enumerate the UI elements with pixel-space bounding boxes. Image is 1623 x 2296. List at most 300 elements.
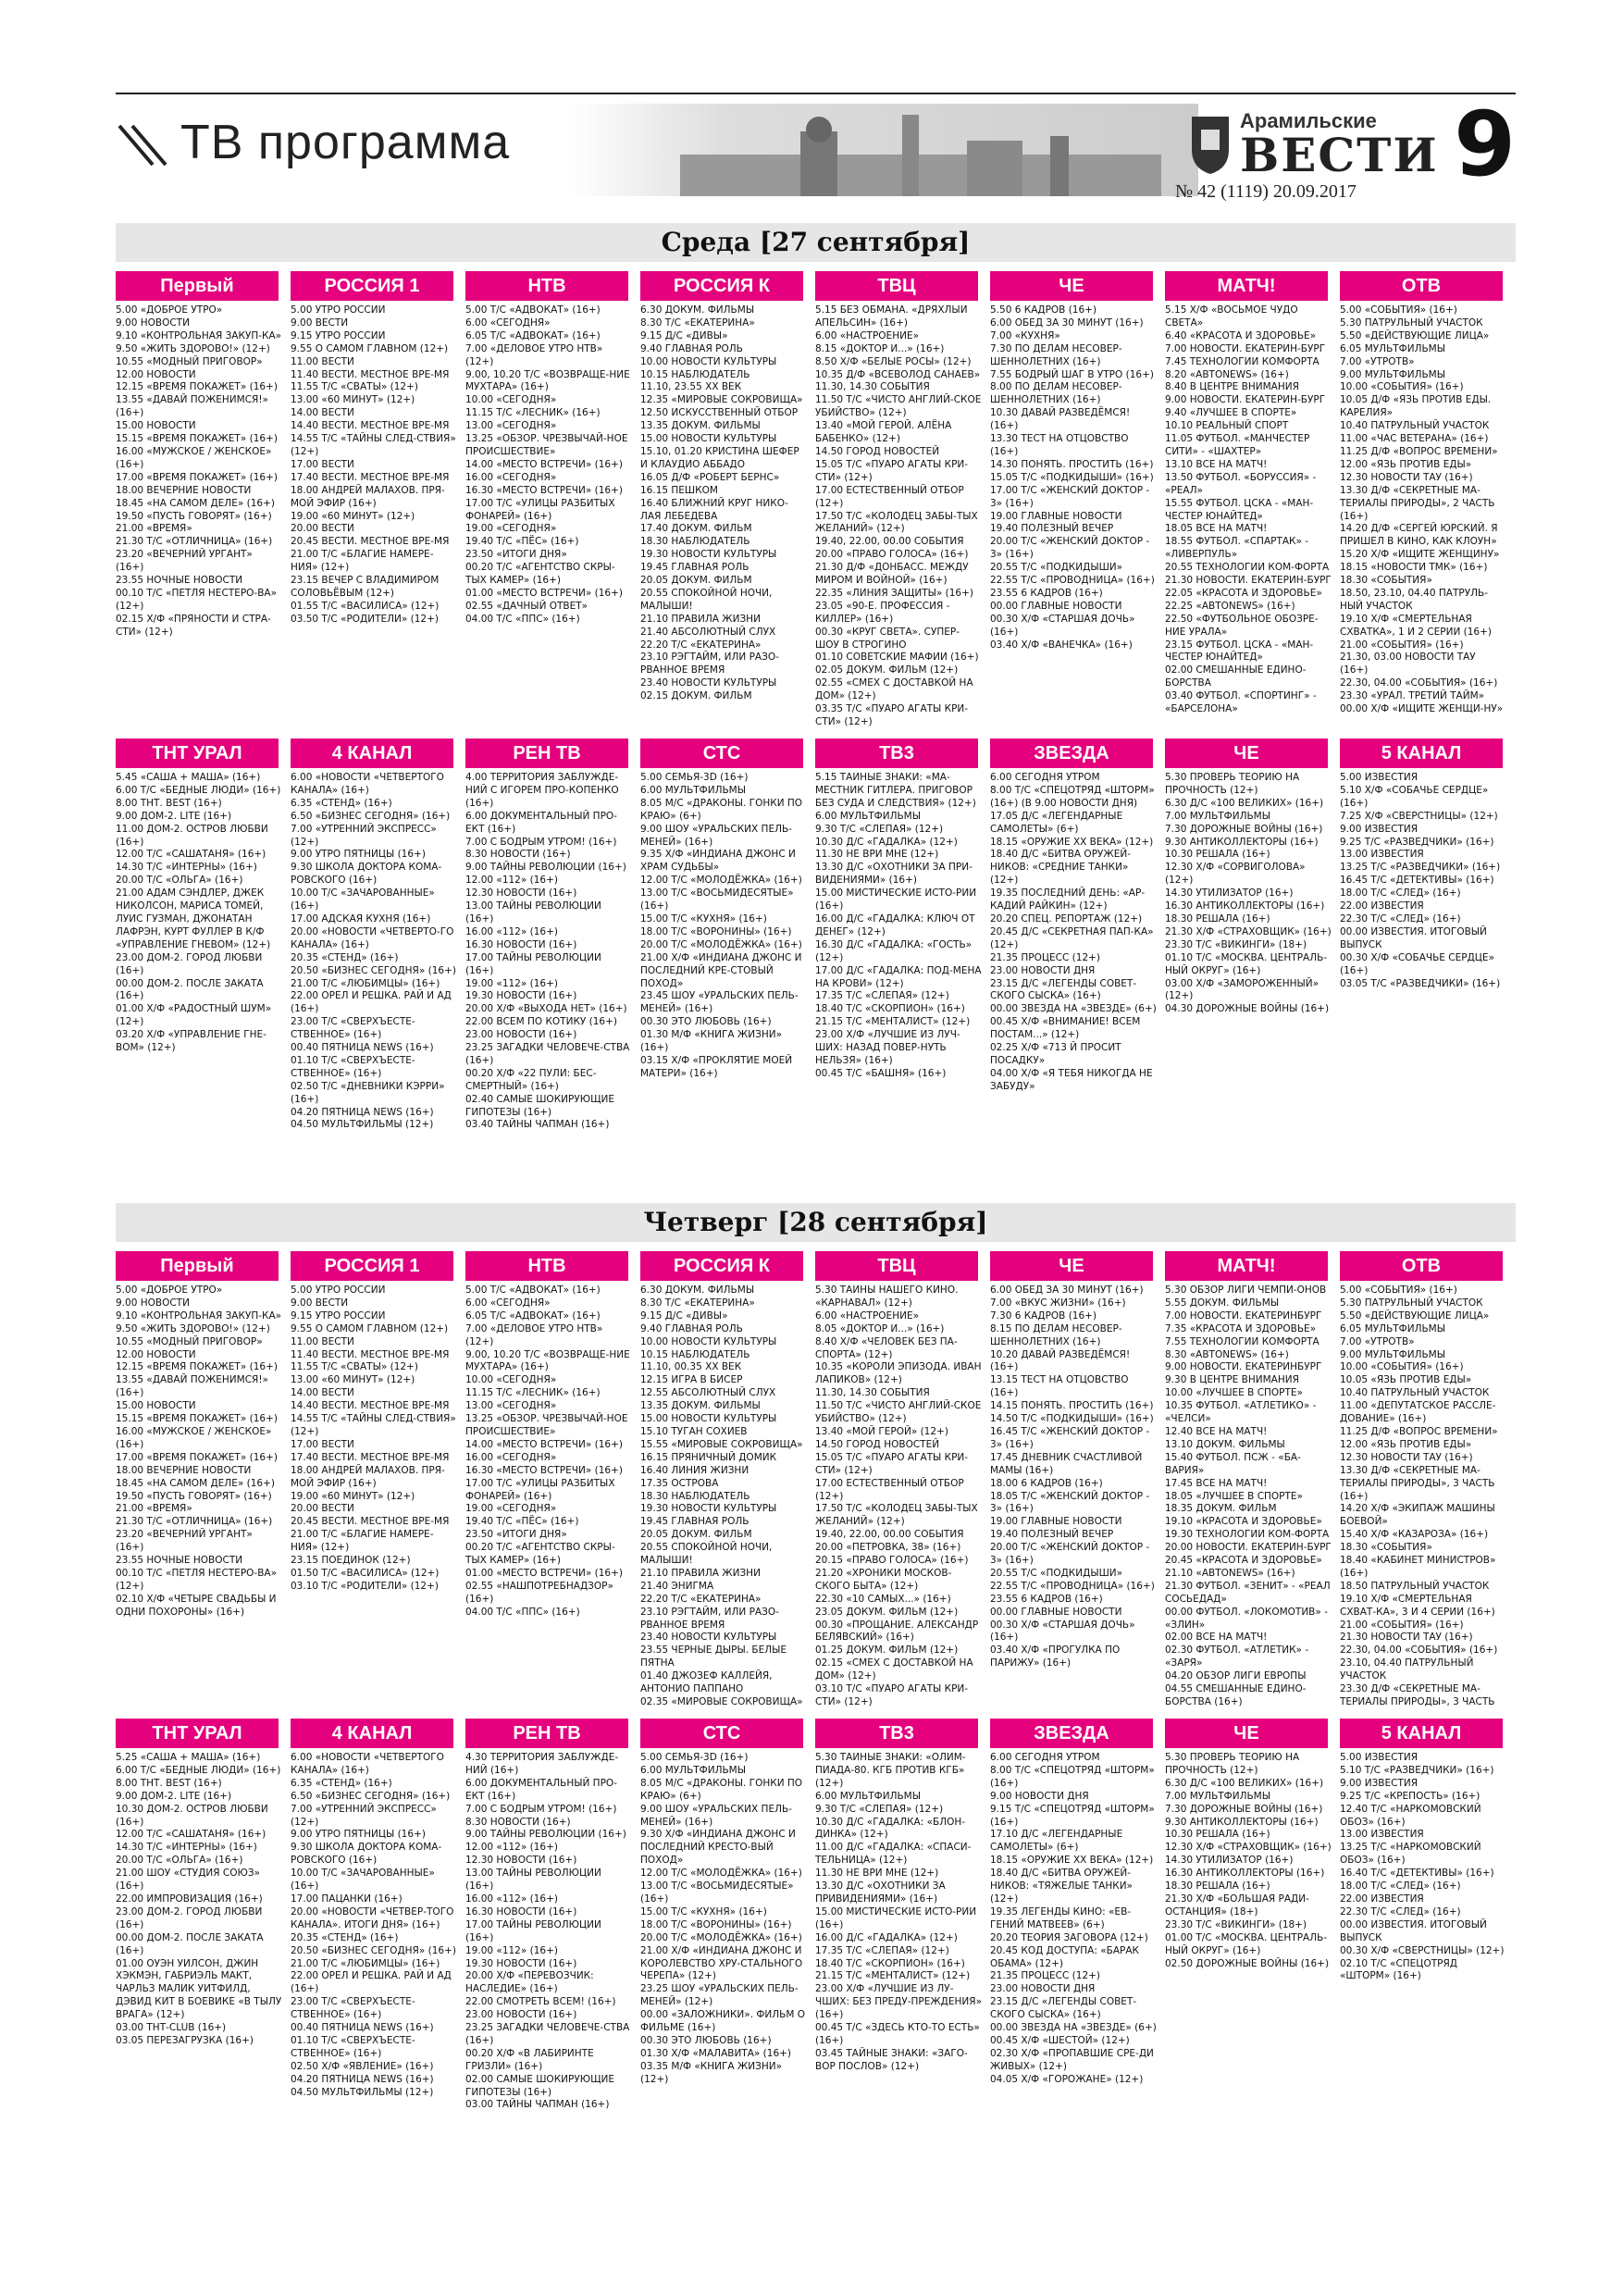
program-item: 16.00 Д/С «ГАДАЛКА: КЛЮЧ ОТ ДЕНЕГ» (12+) [815,912,975,937]
program-item: 18.40 Т/С «СКОРПИОН» (16+) [815,1003,965,1015]
program-item: 22.30 Т/С «СЛЕД» (16+) [1340,912,1461,925]
program-item: 21.00 Т/С «БЛАГИЕ НАМЕРЕ-НИЯ» (12+) [291,549,434,574]
program-item: 17.00 ТАЙНЫ РЕВОЛЮЦИИ (16+) [465,951,601,976]
program-list [815,304,982,728]
program-item: 11.00 «ЧАС ВЕТЕРАНА» (16+) [1340,433,1489,445]
program-list [291,1285,457,1594]
program-item: 21.00 «ВРЕМЯ» [116,523,192,535]
program-item: 17.00 АДСКАЯ КУХНЯ (16+) [291,912,431,925]
channel-logo [465,1251,628,1281]
program-item: 12.00 Т/С «МОЛОДЁЖКА» (16+) [640,875,802,887]
program-item: 01.55 Т/С «ВАСИЛИСА» (12+) [291,600,440,612]
program-item: 16.00 Д/С «ГАДАЛКА» (12+) [815,1931,958,1943]
program-item: 00.00 ГЛАВНЫЕ НОВОСТИ [990,600,1122,612]
program-item: 10.00 «СОБЫТИЯ» (16+) [1340,381,1464,393]
program-item: 5.45 «САША + МАША» (16+) [116,772,261,783]
program-item: 23.10 РЭГТАЙМ, ИЛИ РАЗО-РВАННОЕ ВРЕМЯ [640,652,779,676]
channel-column [1165,1251,1332,1708]
program-item: 8.40 В ЦЕНТРЕ ВНИМАНИЯ [1165,381,1299,393]
program-item: 10.30 Д/С «ГАДАЛКА: «БЛОН-ДИНКА» (12+) [815,1816,966,1841]
program-item: 14.20 Д/Ф «СЕРГЕЙ ЮРСКИЙ. Я ПРИШЕЛ В КИНО, КАК КЛОУН» [1340,523,1498,548]
channel-logo [990,1719,1153,1748]
channel-column [465,738,632,1132]
program-item: 11.10, 23.55 XX ВЕК [640,381,742,393]
program-item: 17.00 ТАЙНЫ РЕВОЛЮЦИИ (16+) [465,1918,601,1943]
program-item: 19.00 «112» (16+) [465,1944,558,1956]
program-item: 12.00 «112» (16+) [465,875,558,887]
program-item: 19.40 Т/С «ПЁС» (16+) [465,536,579,548]
program-item: 18.00 АНДРЕЙ МАЛАХОВ. ПРЯ-МОЙ ЭФИР (16+) [291,484,445,509]
channel-column [640,1251,807,1708]
channel-column [990,738,1157,1094]
program-item: 00.20 Х/Ф «22 ПУЛИ: БЕС-СМЕРТНЫЙ» (16+) [465,1067,597,1092]
channel-logo [465,738,628,768]
program-item: 8.40 Х/Ф «ЧЕЛОВЕК БЕЗ ПА-СПОРТА» (12+) [815,1335,958,1360]
program-item: 04.30 ДОРОЖНЫЕ ВОЙНЫ (16+) [1165,1003,1330,1015]
program-list [640,1285,807,1708]
program-item: 16.15 ПРЯНИЧНЫЙ ДОМИК [640,1451,777,1463]
program-item: 5.00 ИЗВЕСТИЯ [1340,772,1419,783]
program-item: 21.00 Т/С «ЛЮБИМЦЫ» (16+) [291,977,440,989]
brand-title: ВЕСТИ [1240,128,1439,182]
channel-logo [640,1251,803,1281]
program-item: 21.30 Д/Ф «ДОНБАСС. МЕЖДУ МИРОМ И ВОЙНОЙ» (16+) [815,562,969,587]
program-item: 20.45 «КРАСОТА И ЗДОРОВЬЕ» [1165,1555,1322,1567]
program-item: 7.55 БОДРЫЙ ШАГ В УТРО (16+) [990,368,1154,380]
program-item: 20.15 «ПРАВО ГОЛОСА» (16+) [815,1555,969,1567]
program-item: 21.00 «СОБЫТИЯ» (16+) [1340,639,1464,651]
program-item: 9.00 УТРО ПЯТНИЦЫ (16+) [291,1829,426,1841]
program-item: 13.25 Т/С «НАРКОМОВСКИЙ ОБОЗ» (16+) [1340,1842,1481,1867]
program-list [1165,1285,1332,1708]
program-item: 9.00 ШОУ «УРАЛЬСКИХ ПЕЛЬ-МЕНЕЙ» (16+) [640,1803,792,1828]
program-item: 17.10 Д/С «ЛЕГЕНДАРНЫЕ САМОЛЕТЫ» (6+) [990,1829,1123,1854]
channel-name: ТВЦ [877,276,916,296]
program-item: 5.30 ПАТРУЛЬНЫЙ УЧАСТОК [1340,316,1483,329]
channel-logo [291,1251,453,1281]
program-item: 19.30 НОВОСТИ (16+) [465,990,577,1002]
program-item: 7.00 С БОДРЫМ УТРОМ! (16+) [465,1803,617,1815]
program-item: 5.30 ПРОВЕРЬ ТЕОРИЮ НА ПРОЧНОСТЬ (12+) [1165,772,1300,796]
day-title-thursday: Четверг [28 сентября] [116,1203,1516,1242]
program-item: 9.25 Т/С «РАЗВЕДЧИКИ» (16+) [1340,836,1494,848]
program-item: 15.15 «ВРЕМЯ ПОКАЖЕТ» (16+) [116,433,278,445]
program-item: 7.00 МУЛЬТФИЛЬМЫ [1165,810,1271,822]
channel-column [1165,1719,1332,1970]
program-item: 20.20 СПЕЦ. РЕПОРТАЖ (12+) [990,912,1143,925]
channel-logo [291,1719,453,1748]
channel-logo [815,1251,978,1281]
program-item: 11.25 Д/Ф «ВОПРОС ВРЕМЕНИ» [1340,445,1498,457]
city-emblem-icon [1188,111,1233,176]
channel-name: Первый [160,276,234,296]
program-item: 14.50 Т/С «ПОДКИДЫШИ» (16+) [990,1413,1154,1425]
program-item: 00.30 Х/Ф «СОБАЧЬЕ СЕРДЦЕ» (16+) [1340,951,1494,976]
program-item: 8.00 Т/С «СПЕЦОТРЯД «ШТОРМ» (16+) (В 9.00 НОВОСТИ ДНЯ) [990,784,1155,809]
program-item: 01.30 Х/Ф «МАЛАВИТА» (16+) [640,2047,792,2059]
program-item: 23.00 Х/Ф «ЛУЧШИЕ ИЗ ЛУЧ-ШИХ: НАЗАД ПОВЕР-НУТЬ НЕЛЬЗЯ» (16+) [815,1029,960,1066]
program-item: 23.15 ФУТБОЛ. ЦСКА - «МАН-ЧЕСТЕР ЮНАЙТЕД» [1165,639,1314,664]
program-list [1165,772,1332,1016]
program-item: 5.50 «ДЕЙСТВУЮЩИЕ ЛИЦА» [1340,1309,1490,1322]
program-item: 16.45 Т/С «ЖЕНСКИЙ ДОКТОР - 3» (16+) [990,1425,1150,1450]
day-title-wednesday: Среда [27 сентября] [116,223,1516,262]
channel-column [990,1251,1157,1670]
program-item: 9.00 НОВОСТИ [116,1297,190,1309]
channel-name: РОССИЯ 1 [324,276,420,296]
program-item: 9.00, 10.20 Т/С «ВОЗВРАЩЕ-НИЕ МУХТАРА» (16+) [465,368,630,393]
program-item: 23.55 ЧЕРНЫЕ ДЫРЫ. БЕЛЫЕ ПЯТНА [640,1644,787,1669]
program-item: 10.30 ДОМ-2. ОСТРОВ ЛЮБВИ (16+) [116,1803,268,1828]
program-item: 12.55 АБСОЛЮТНЫЙ СЛУХ [640,1387,776,1399]
channel-name: ЧЕ [1059,276,1084,296]
program-item: 20.00 Т/С «ОЛЬГА» (16+) [116,875,243,887]
program-item: 7.00 «ДЕЛОВОЕ УТРО НТВ» (12+) [465,342,603,367]
program-item: 10.00 «СОБЫТИЯ» (16+) [1340,1361,1464,1373]
program-item: 8.00 ТНТ. BEST (16+) [116,1777,222,1789]
program-item: 7.00 НОВОСТИ. ЕКАТЕРИН-БУРГ [1165,342,1326,354]
program-item: 03.00 ТАЙНЫ ЧАПМАН (16+) [465,2099,610,2111]
program-item: 00.40 ПЯТНИЦА NEWS (16+) [291,1042,434,1054]
channel-logo [1340,271,1503,301]
program-item: 13.00 «СЕГОДНЯ» [465,420,557,432]
channel-column [815,738,982,1081]
program-item: 00.10 Т/С «ПЕТЛЯ НЕСТЕРО-ВА» (12+) [116,1567,278,1592]
program-item: 18.30 «СОБЫТИЯ» [1340,1542,1432,1554]
program-item: 8.50 Х/Ф «БЕЛЫЕ РОСЫ» (12+) [815,355,972,367]
program-item: 20.05 ДОКУМ. ФИЛЬМ [640,575,752,587]
program-item: 23.00 Х/Ф «ЛУЧШИЕ ИЗ ЛУ-ЧШИХ: БЕЗ ПРЕДУ-ПРЕЖДЕНИЯ» (16+) [815,1983,982,2021]
program-item: 19.00 «СЕГОДНЯ» [465,523,557,535]
program-item: 04.20 ОБЗОР ЛИГИ ЕВРОПЫ [1165,1670,1307,1682]
program-item: 00.30 ЭТО ЛЮБОВЬ (16+) [640,2034,772,2046]
program-item: 4.30 ТЕРРИТОРИЯ ЗАБЛУЖДЕ-НИЙ (16+) [465,1752,619,1776]
program-list [116,304,282,639]
program-item: 23.55 НОЧНЫЕ НОВОСТИ [116,1555,243,1567]
program-item: 23.20 «ВЕЧЕРНИЙ УРГАНТ» (16+) [116,549,253,574]
channel-column [1165,271,1332,716]
program-item: 9.15 УТРО РОССИИ [291,329,386,341]
program-item: 02.05 ДОКУМ. ФИЛЬМ (12+) [815,664,959,676]
program-item: 17.05 Д/С «ЛЕГЕНДАРНЫЕ САМОЛЕТЫ» (6+) [990,810,1123,835]
program-item: 15.10 ТУГАН СОХИЕВ [640,1425,748,1437]
channel-name: ОТВ [1401,1256,1442,1276]
program-item: 15.40 ФУТБОЛ. ПСЖ - «БА-ВАРИЯ» [1165,1451,1301,1476]
program-item: 18.05 Т/С «ЖЕНСКИЙ ДОКТОР - 3» (16+) [990,1490,1150,1515]
channel-name: РЕН ТВ [513,1723,581,1744]
program-item: 9.55 О САМОМ ГЛАВНОМ (12+) [291,1322,449,1334]
program-item: 19.00 «СЕГОДНЯ» [465,1503,557,1515]
channel-column [990,271,1157,652]
program-item: 13.00 «60 МИНУТ» (12+) [291,1374,415,1386]
program-item: 12.00 НОВОСТИ [116,1348,196,1360]
program-item: 10.00 Т/С «ЗАЧАРОВАННЫЕ» (16+) [291,1868,435,1893]
program-item: 9.00 ИЗВЕСТИЯ [1340,1777,1419,1789]
program-item: 10.40 ПАТРУЛЬНЫЙ УЧАСТОК [1340,1387,1490,1399]
program-item: 22.00 СМОТРЕТЬ ВСЕМ! (16+) [465,1996,616,2008]
program-item: 10.10 РЕАЛЬНЫЙ СПОРТ [1165,420,1289,432]
program-item: 20.55 Т/С «ПОДКИДЫШИ» [990,562,1123,574]
program-item: 23.50 «ИТОГИ ДНЯ» [465,549,567,561]
program-item: 18.00 АНДРЕЙ МАЛАХОВ. ПРЯ-МОЙ ЭФИР (16+) [291,1464,445,1489]
program-item: 17.45 ВСЕ НА МАТЧ! [1165,1477,1268,1489]
program-item: 01.50 Т/С «ВАСИЛИСА» (12+) [291,1567,440,1579]
program-item: 00.45 Х/Ф «ШЕСТОЙ» (12+) [990,2034,1130,2046]
program-item: 13.00 ТАЙНЫ РЕВОЛЮЦИИ (16+) [465,900,601,925]
channel-logo [1165,738,1328,768]
program-item: 20.45 ВЕСТИ. МЕСТНОЕ ВРЕ-МЯ [291,536,450,548]
channel-name: РОССИЯ К [673,1256,771,1276]
program-item: 21.20 «ХРОНИКИ МОСКОВ-СКОГО БЫТА» (12+) [815,1567,952,1592]
program-item: 11.00 ДОМ-2. ОСТРОВ ЛЮБВИ (16+) [116,823,268,848]
program-item: 17.40 ВЕСТИ. МЕСТНОЕ ВРЕ-МЯ [291,471,450,483]
program-item: 21.10 «АВТОNEWS» (16+) [1165,1567,1295,1579]
program-item: 18.30 РЕШАЛА (16+) [1165,1880,1270,1893]
program-item: 02.15 «СМЕХ С ДОСТАВКОЙ НА ДОМ» (12+) [815,1657,973,1682]
program-item: 5.00 УТРО РОССИИ [291,1285,386,1296]
program-item: 10.05 «ЯЗЬ ПРОТИВ ЕДЫ» [1340,1374,1472,1386]
channel-logo [291,738,453,768]
program-item: 11.55 Т/С «СВАТЫ» (12+) [291,381,418,393]
program-item: 21.10 ПРАВИЛА ЖИЗНИ [640,613,761,625]
program-item: 19.10 «КРАСОТА И ЗДОРОВЬЕ» [1165,1516,1322,1528]
channel-column [1340,1251,1506,1708]
program-item: 5.25 «САША + МАША» (16+) [116,1752,261,1763]
program-item: 8.30 Т/С «ЕКАТЕРИНА» [640,1297,755,1309]
program-item: 01.00 Т/С «МОСКВА. ЦЕНТРАЛЬ-НЫЙ ОКРУГ» (16+) [1165,1931,1328,1956]
program-item: 20.00 «НОВОСТИ «ЧЕТВЕР-ТОГО КАНАЛА». ИТОГИ ДНЯ» (16+) [291,1905,454,1930]
channel-name: 4 КАНАЛ [331,1723,413,1744]
channel-logo [116,1719,279,1748]
program-item: 14.15 ПОНЯТЬ. ПРОСТИТЬ (16+) [990,1400,1154,1412]
program-item: 19.30 НОВОСТИ КУЛЬТУРЫ [640,549,777,561]
program-item: 8.20 «АВТОNEWS» (16+) [1165,368,1289,380]
program-item: 23.30 Т/С «ВИКИНГИ» (18+) [1165,938,1307,950]
program-item: 19.00 ГЛАВНЫЕ НОВОСТИ [990,1516,1122,1528]
channel-column [116,271,282,639]
program-item: 6.05 МУЛЬТФИЛЬМЫ [1340,1322,1446,1334]
program-item: 21.30 Х/Ф «СТРАХОВЩИК» (16+) [1165,925,1332,937]
channel-column [815,271,982,728]
program-item: 20.00 Т/С «МОЛОДЁЖКА» (16+) [640,1931,802,1943]
program-item: 00.00 ЗВЕЗДА НА «ЗВЕЗДЕ» (6+) [990,2022,1157,2034]
program-item: 23.25 ШОУ «УРАЛЬСКИХ ПЕЛЬ-МЕНЕЙ» (12+) [640,1983,799,2008]
page-number: 9 [1454,93,1516,196]
program-item: 10.00 «СЕГОДНЯ» [465,1374,557,1386]
program-item: 15.10, 01.20 КРИСТИНА ШЕФЕР И КЛАУДИО АББАДО [640,445,799,470]
program-item: 13.40 «МОЙ ГЕРОЙ» (12+) [815,1425,948,1437]
program-item: 11.25 Д/Ф «ВОПРОС ВРЕМЕНИ» [1340,1425,1498,1437]
program-item: 10.20 ДАВАЙ РАЗВЕДЁМСЯ! (16+) [990,1348,1131,1373]
channel-name: ЗВЕЗДА [1034,1723,1109,1744]
program-item: 18.30 РЕШАЛА (16+) [1165,912,1270,925]
program-list [640,304,807,703]
program-item: 10.30 РЕШАЛА (16+) [1165,1829,1270,1841]
program-list [1340,772,1506,990]
program-item: 6.30 ДОКУМ. ФИЛЬМЫ [640,304,755,316]
program-item: 16.30 «МЕСТО ВСТРЕЧИ» (16+) [465,484,623,496]
program-item: 15.05 Т/С «ПОДКИДЫШИ» (16+) [990,471,1154,483]
program-item: 18.40 Д/С «БИТВА ОРУЖЕЙ-НИКОВ: «ТЯЖЕЛЫЕ ТАНКИ» (12+) [990,1868,1133,1905]
program-list [1340,1285,1506,1708]
program-item: 13.00 ТАЙНЫ РЕВОЛЮЦИИ (16+) [465,1868,601,1893]
program-item: 17.00 Д/С «ГАДАЛКА: ПОД-МЕНА НА КРОВИ» (12+) [815,964,982,989]
program-item: 03.50 Т/С «РОДИТЕЛИ» (12+) [291,613,440,625]
program-item: 10.00 «ЛУЧШЕЕ В СПОРТЕ» [1165,1387,1303,1399]
channel-column [291,271,457,627]
program-item: 6.40 «КРАСОТА И ЗДОРОВЬЕ» [1165,329,1317,341]
brand-subtitle: Арамильские [1240,109,1377,132]
program-item: 12.15 ИГРА В БИСЕР [640,1374,743,1386]
program-item: 01.10 Т/С «СВЕРХЪЕСТЕ-СТВЕННОЕ» (16+) [291,1054,415,1079]
program-item: 20.55 СПОКОЙНОЙ НОЧИ, МАЛЫШИ! [640,587,773,612]
program-item: 11.05 ФУТБОЛ. «МАНЧЕСТЕР СИТИ» - «ШАХТЕР» [1165,433,1310,457]
program-item: 23.10 РЭГТАЙМ, ИЛИ РАЗО-РВАННОЕ ВРЕМЯ [640,1606,779,1631]
program-item: 02.50 Х/Ф «ЯВЛЕНИЕ» (16+) [291,2060,434,2072]
program-item: 19.40, 22.00, 00.00 СОБЫТИЯ [815,1529,964,1541]
program-item: 19.30 ТЕХНОЛОГИИ КОМ-ФОРТА [1165,1529,1330,1541]
program-item: 14.00 ВЕСТИ [291,1387,354,1399]
program-item: 13.30 ТЕСТ НА ОТЦОВСТВО (16+) [990,433,1129,457]
program-list [465,772,632,1132]
program-item: 8.15 ПО ДЕЛАМ НЕСОВЕР-ШЕННОЛЕТНИХ (16+) [990,1322,1122,1347]
program-item: 19.50 «ПУСТЬ ГОВОРЯТ» (16+) [116,510,272,522]
program-item: 03.00 ТНТ-CLUB (16+) [116,2022,227,2034]
section-title: ТВ программа [180,116,511,169]
program-item: 18.35 ДОКУМ. ФИЛЬМ [1165,1503,1277,1515]
program-item: 22.30, 04.00 «СОБЫТИЯ» (16+) [1340,677,1498,689]
program-item: 00.00 «ЗАЛОЖНИКИ». ФИЛЬМ О ФИЛЬМЕ (16+) [640,2009,806,2034]
program-item: 5.00 «СОБЫТИЯ» (16+) [1340,304,1457,316]
program-item: 9.10 «КОНТРОЛЬНАЯ ЗАКУП-КА» [116,1309,282,1322]
program-item: 9.15 Д/С «ДИВЫ» [640,329,728,341]
channel-logo [1165,271,1328,301]
program-item: 6.00 Т/С «БЕДНЫЕ ЛЮДИ» (16+) [116,784,281,796]
program-item: 21.00 Т/С «БЛАГИЕ НАМЕРЕ-НИЯ» (12+) [291,1529,434,1554]
program-item: 20.00 «ПЕТРОВКА, 38» (16+) [815,1542,961,1554]
channel-column [1340,738,1506,990]
program-item: 14.40 ВЕСТИ. МЕСТНОЕ ВРЕ-МЯ [291,1400,450,1412]
program-item: 23.00 НОВОСТИ ДНЯ [990,1983,1096,1995]
program-item: 9.00 ДОМ-2. LITE (16+) [116,1790,232,1802]
program-item: 02.35 «МИРОВЫЕ СОКРОВИЩА» [640,1696,803,1707]
program-item: 02.00 ВСЕ НА МАТЧ! [1165,1632,1268,1644]
program-item: 19.40 ПОЛЕЗНЫЙ ВЕЧЕР [990,523,1114,535]
channel-column [815,1719,982,2074]
program-item: 10.40 ПАТРУЛЬНЫЙ УЧАСТОК [1340,420,1490,432]
program-item: 7.00 «УТРОТВ» [1340,355,1415,367]
program-item: 03.05 Т/С «РАЗВЕДЧИКИ» (16+) [1340,977,1501,989]
program-item: 15.00 МИСТИЧЕСКИЕ ИСТО-РИИ (16+) [815,1905,977,1930]
program-item: 21.35 ПРОЦЕСС (12+) [990,951,1101,963]
program-item: 13.25 Т/С «РАЗВЕДЧИКИ» (16+) [1340,862,1501,874]
channel-name: 4 КАНАЛ [331,743,413,763]
program-item: 03.10 Т/С «ПУАРО АГАТЫ КРИ-СТИ» (12+) [815,1683,969,1707]
program-item: 5.00 СЕМЬЯ-3D (16+) [640,772,749,783]
program-item: 00.30 Х/Ф «СВЕРСТНИЦЫ» (12+) [1340,1944,1505,1956]
program-item: 19.35 ЛЕГЕНДЫ КИНО: «ЕВ-ГЕНИЙ МАТВЕЕВ» (6+) [990,1905,1132,1930]
program-item: 19.40, 22.00, 00.00 СОБЫТИЯ [815,536,964,548]
program-item: 18.50 ПАТРУЛЬНЫЙ УЧАСТОК [1340,1580,1490,1592]
program-item: 20.20 ТЕОРИЯ ЗАГОВОРА (12+) [990,1931,1148,1943]
program-item: 12.00 Т/С «МОЛОДЁЖКА» (16+) [640,1868,802,1880]
program-item: 9.30 АНТИКОЛЛЕКТОРЫ (16+) [1165,836,1319,848]
program-item: 8.30 НОВОСТИ (16+) [465,849,571,861]
program-item: 01.00 Х/Ф «РАДОСТНЫЙ ШУМ» (12+) [116,1003,272,1028]
program-item: 13.30 Д/С «ОХОТНИКИ ЗА ПРИ-ВИДЕНИЯМИ» (16+) [815,862,973,887]
program-item: 21.00 Т/С «ЛЮБИМЦЫ» (16+) [291,1957,440,1969]
program-item: 23.55 НОЧНЫЕ НОВОСТИ [116,575,243,587]
program-item: 11.50 Т/С «ЧИСТО АНГЛИЙ-СКОЕ УБИЙСТВО» (12+) [815,1400,982,1425]
channel-column [640,271,807,703]
program-item: 10.55 «МОДНЫЙ ПРИГОВОР» [116,355,263,367]
program-list [640,1752,807,2087]
channel-column [1340,271,1506,716]
channel-column [465,1719,632,2112]
program-item: 03.20 Х/Ф «УПРАВЛЕНИЕ ГНЕ-ВОМ» (12+) [116,1029,266,1054]
program-item: 12.30 НОВОСТИ ТАУ (16+) [1340,1451,1473,1463]
program-item: 9.00 ТАЙНЫ РЕВОЛЮЦИИ (16+) [465,1829,626,1841]
program-item: 23.40 НОВОСТИ КУЛЬТУРЫ [640,677,777,689]
program-item: 20.00 ВЕСТИ [291,1503,354,1515]
channel-name: 5 КАНАЛ [1381,743,1462,763]
program-item: 9.25 Т/С «КРЕПОСТЬ» (16+) [1340,1790,1481,1802]
program-item: 9.00 НОВОСТИ. ЕКАТЕРИН-БУРГ [1165,394,1326,406]
program-item: 19.30 НОВОСТИ (16+) [465,1957,577,1969]
program-item: 00.20 Т/С «АГЕНТСТВО СКРЫ-ТЫХ КАМЕР» (16+) [465,1542,615,1567]
program-item: 16.00 «СЕГОДНЯ» [465,1451,557,1463]
program-item: 6.00 «НОВОСТИ «ЧЕТВЕРТОГО КАНАЛА» (16+) [291,1752,444,1776]
program-item: 11.15 Т/С «ЛЕСНИК» (16+) [465,407,601,419]
program-item: 6.05 Т/С «АДВОКАТ» (16+) [465,329,601,341]
program-item: 18.00 6 КАДРОВ (16+) [990,1477,1103,1489]
program-item: 19.45 ГЛАВНАЯ РОЛЬ [640,562,750,574]
program-item: 8.30 Т/С «ЕКАТЕРИНА» [640,316,755,329]
program-item: 19.00 «60 МИНУТ» (12+) [291,510,415,522]
channel-name: ОТВ [1401,276,1442,296]
program-item: 11.40 ВЕСТИ. МЕСТНОЕ ВРЕ-МЯ [291,368,450,380]
program-item: 02.55 «НАШПОТРЕБНАДЗОР» (16+) [465,1580,613,1605]
program-item: 22.00 ОРЕЛ И РЕШКА. РАЙ И АД (16+) [291,990,452,1015]
program-item: 04.00 Т/С «ППС» (16+) [465,1606,580,1618]
channel-logo [815,738,978,768]
program-item: 02.55 «СМЕХ С ДОСТАВКОЙ НА ДОМ» (12+) [815,677,973,702]
program-item: 01.10 Т/С «СВЕРХЪЕСТЕ-СТВЕННОЕ» (16+) [291,2034,415,2059]
program-item: 13.55 «ДАВАЙ ПОЖЕНИМСЯ!» (16+) [116,394,268,419]
newspaper-page [116,93,1516,2277]
program-item: 18.30 «СОБЫТИЯ» [1340,575,1432,587]
program-item: 19.45 ГЛАВНАЯ РОЛЬ [640,1516,750,1528]
program-item: 12.00 «ЯЗЬ ПРОТИВ ЕДЫ» [1340,458,1472,470]
program-item: 00.00 ФУТБОЛ. «ЛОКОМОТИВ» - «ЗЛИН» [1165,1606,1328,1631]
program-item: 9.00 МУЛЬТФИЛЬМЫ [1340,1348,1446,1360]
program-item: 21.15 Т/С «МЕНТАЛИСТ» (12+) [815,1016,971,1028]
program-item: 16.00 «112» (16+) [465,925,558,937]
program-item: 00.20 Х/Ф «В ЛАБИРИНТЕ ГРИЗЛИ» (16+) [465,2047,594,2072]
program-item: 11.30 НЕ ВРИ МНЕ (12+) [815,1868,939,1880]
program-item: 5.30 ПАТРУЛЬНЫЙ УЧАСТОК [1340,1297,1483,1309]
program-item: 21.30 ФУТБОЛ. «ЗЕНИТ» - «РЕАЛ СОСЬЕДАД» [1165,1580,1331,1605]
program-item: 00.00 ИЗВЕСТИЯ. ИТОГОВЫЙ ВЫПУСК [1340,1918,1487,1943]
program-item: 18.45 «НА САМОМ ДЕЛЕ» (16+) [116,1477,275,1489]
program-item: 03.00 Х/Ф «ЗАМОРОЖЕННЫЙ» (12+) [1165,977,1319,1002]
program-item: 16.30 НОВОСТИ (16+) [465,1905,577,1917]
program-item: 4.00 ТЕРРИТОРИЯ ЗАБЛУЖДЕ-НИЙ С ИГОРЕМ ПРО-КОПЕНКО (16+) [465,772,619,809]
program-item: 7.00 НОВОСТИ. ЕКАТЕРИНБУРГ [1165,1309,1322,1322]
channel-logo [1340,1719,1503,1748]
program-item: 03.40 Х/Ф «ВАНЕЧКА» (16+) [990,639,1133,651]
program-item: 7.00 «ВКУС ЖИЗНИ» (16+) [990,1297,1126,1309]
